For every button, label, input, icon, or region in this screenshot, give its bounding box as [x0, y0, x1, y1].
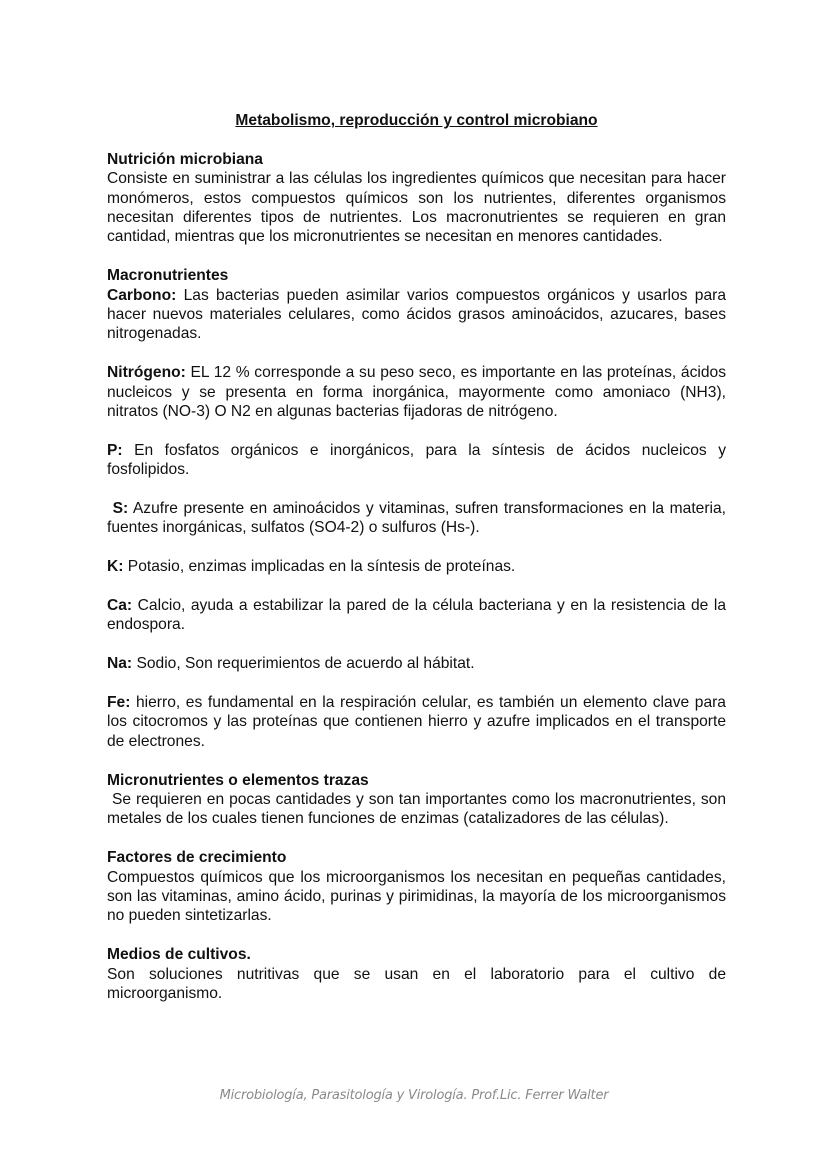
text-hierro: hierro, es fundamental en la respiración celular, es también un elemento clave para los citocromos y las proteínas que contienen hierro y azufre implicados en el transporte de electrones.	[107, 694, 726, 750]
paragraph-fosforo	[107, 441, 726, 480]
paragraph-sodio	[107, 654, 726, 673]
text-calcio: Calcio, ayuda a estabilizar la pared de la célula bacteriana y en la resistencia de la endospora.	[107, 597, 726, 634]
section-factores	[107, 848, 726, 926]
term-calcio: Ca:	[107, 597, 133, 615]
text-azufre: Azufre presente en aminoácidos y vitaminas, sufren transformaciones en la materia, fuentes inorgánicas, sulfatos (SO4-2) o sulfuros (Hs-).	[107, 500, 726, 537]
paragraph-nitrogeno	[107, 363, 726, 421]
paragraph-medios: Son soluciones nutritivas que se usan en el laboratorio para el cultivo de microorganismo.	[107, 965, 726, 1003]
section-macronutrientes	[107, 266, 726, 751]
term-nitrogeno: Nitrógeno:	[107, 364, 186, 382]
section-nutricion	[107, 150, 726, 247]
paragraph-factores: Compuestos químicos que los microorganismos los necesitan en pequeñas cantidades, son las vitaminas, amino ácido, purinas y pirimidinas, la mayoría de los microorganismos no pueden sintetizarlas.	[107, 868, 726, 925]
section-micronutrientes	[107, 771, 726, 829]
text-carbono: Las bacterias pueden asimilar varios compuestos orgánicos y usarlos para hacer nuevos materiales celulares, como ácidos grasos aminoácidos, azucares, bases nitrogenadas.	[107, 286, 726, 343]
term-potasio: K:	[107, 558, 124, 576]
document-body	[107, 111, 726, 1023]
paragraph-potasio	[107, 557, 726, 576]
paragraph-nutricion: Consiste en suministrar a las células los ingredientes químicos que necesitan para hacer monómeros, estos compuestos químicos son los nutrientes, diferentes organismos necesitan diferentes tipos de nutrientes. Los macronutrientes se requieren en gran cantidad, mientras que los micronutrientes se necesitan en menores cantidades.	[107, 170, 726, 246]
paragraph-micronutrientes	[107, 790, 726, 829]
paragraph-azufre	[107, 499, 726, 538]
paragraph-carbono	[107, 286, 726, 344]
term-azufre: S:	[112, 500, 129, 518]
heading-medios: Medios de cultivos.	[107, 946, 251, 964]
heading-nutricion: Nutrición microbiana	[107, 150, 263, 168]
term-sodio: Na:	[107, 655, 133, 673]
text-potasio: Potasio, enzimas implicadas en la síntesis de proteínas.	[123, 558, 516, 576]
section-medios	[107, 945, 726, 1003]
term-fosforo: P:	[107, 441, 123, 459]
document-title: Metabolismo, reproducción y control microbiano	[235, 112, 598, 129]
term-hierro: Fe:	[107, 694, 131, 712]
text-sodio: Sodio, Son requerimientos de acuerdo al hábitat.	[132, 655, 475, 673]
heading-factores: Factores de crecimiento	[107, 849, 287, 867]
paragraph-calcio	[107, 596, 726, 635]
text-fosforo: En fosfatos orgánicos e inorgánicos, para la síntesis de ácidos nucleicos y fosfolipidos.	[107, 441, 726, 479]
page-footer: Microbiología, Parasitología y Virología. Prof.Lic. Ferrer Walter	[219, 1088, 609, 1103]
text-nitrogeno: EL 12 % corresponde a su peso seco, es importante en las proteínas, ácidos nucleicos y se presenta en forma inorgánica, mayormente como amoniaco (NH3), nitratos (NO-3) O N2 en algunas bacterias fijadoras de nitrógeno.	[107, 364, 726, 421]
heading-micronutrientes: Micronutrientes o elementos trazas	[107, 771, 369, 789]
text-micronutrientes: Se requieren en pocas cantidades y son tan importantes como los macronutrientes, son metales de los cuales tienen funciones de enzimas (catalizadores de las células).	[107, 791, 726, 828]
paragraph-hierro	[107, 693, 726, 751]
heading-macronutrientes: Macronutrientes	[107, 267, 229, 285]
term-carbono: Carbono:	[107, 286, 177, 304]
